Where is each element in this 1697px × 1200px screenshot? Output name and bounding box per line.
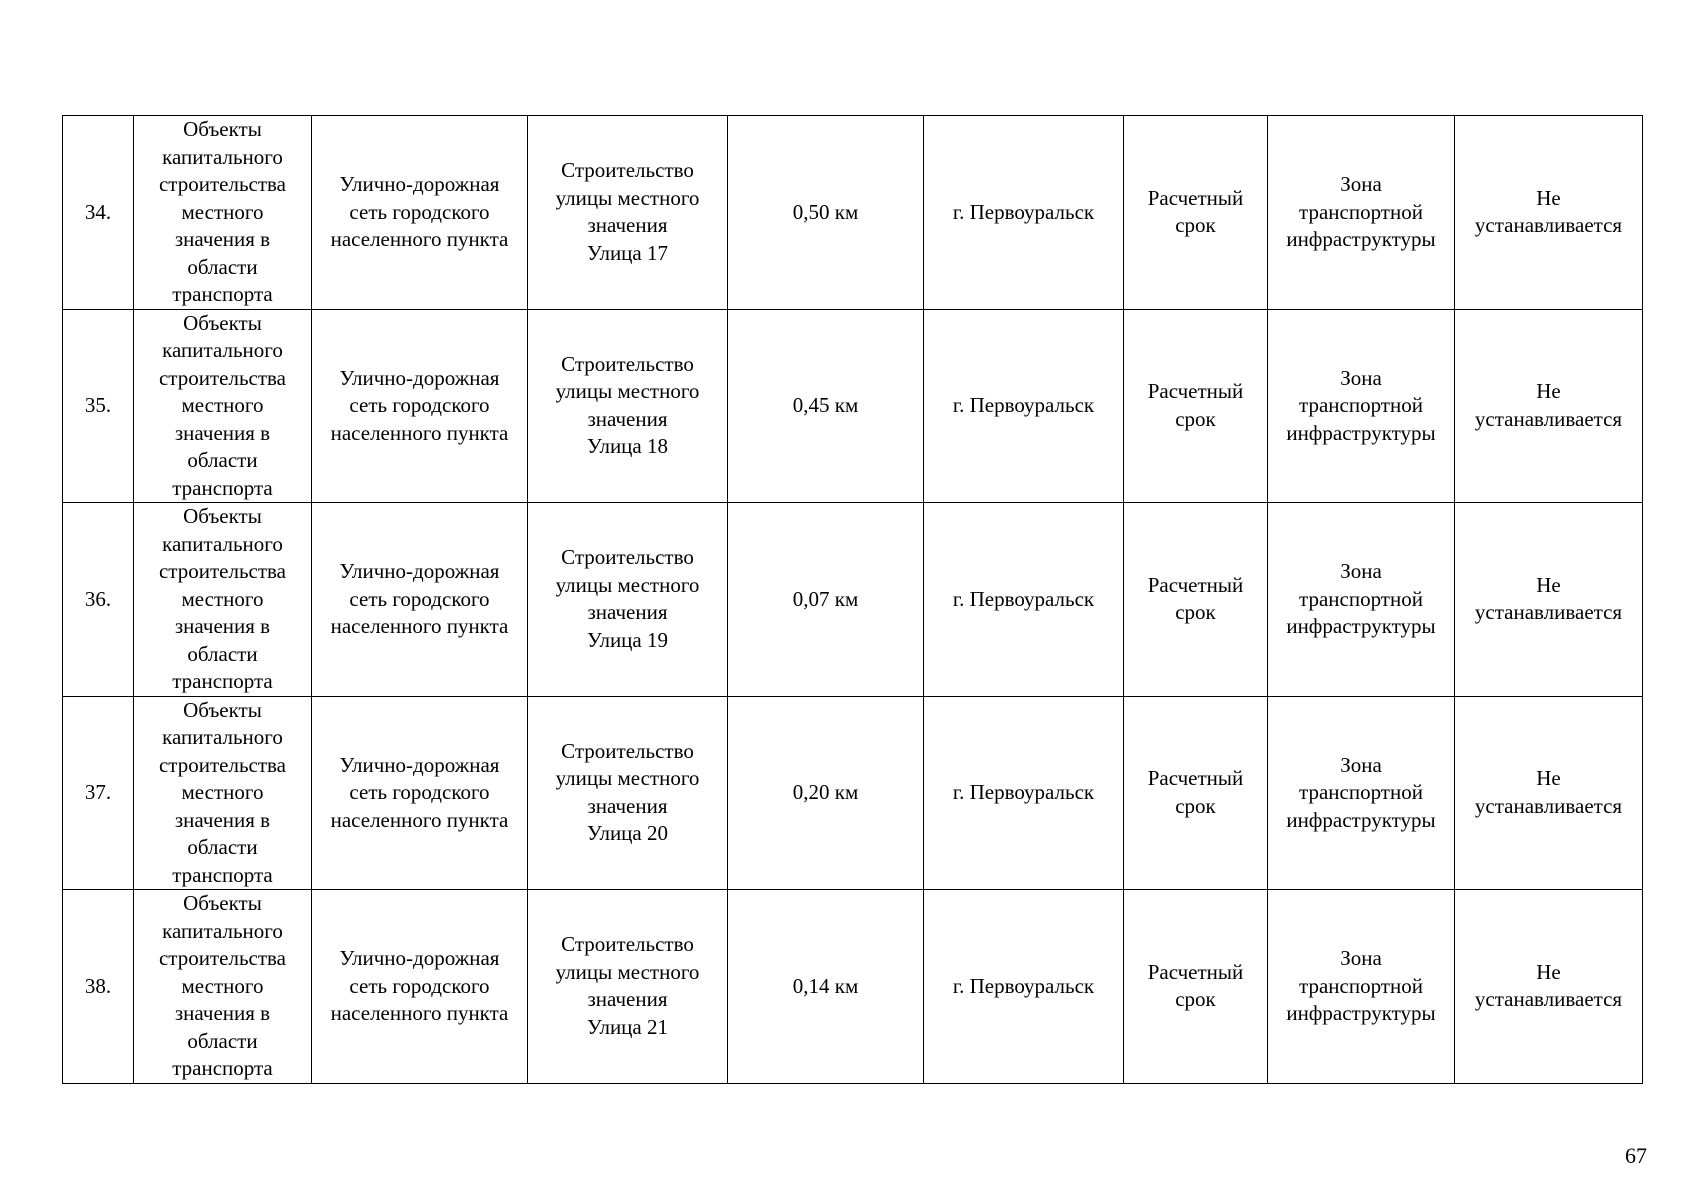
object-type-cell xyxy=(134,696,312,890)
infrastructure-objects-table xyxy=(62,115,1643,1084)
object-name-cell-text: Строительство улицы местного значения Улица 21 xyxy=(555,932,700,1039)
length-cell xyxy=(728,503,924,697)
object-name-cell-text: Строительство улицы местного значения Улица 20 xyxy=(555,738,700,846)
purpose-cell xyxy=(312,503,528,697)
object-name-cell xyxy=(528,890,728,1084)
purpose-cell xyxy=(312,309,528,503)
term-cell-text: Расчетный срок xyxy=(1147,185,1244,238)
object-name-cell-text: Строительство улицы местного значения Улица 19 xyxy=(555,545,700,652)
table-row xyxy=(63,503,1643,697)
zone-cell-text: Зона транспортной инфраструктуры xyxy=(1286,946,1436,1025)
location-cell xyxy=(924,116,1124,310)
object-type-cell-text: Объекты капитального строительства местного значения в области транспорта xyxy=(158,117,286,306)
object-name-cell xyxy=(528,116,728,310)
object-name-cell-text: Строительство улицы местного значения Улица 18 xyxy=(555,351,700,459)
zone-cell xyxy=(1268,890,1455,1084)
location-cell xyxy=(924,309,1124,503)
row-number-cell-text: 36. xyxy=(84,586,112,611)
term-cell xyxy=(1124,116,1268,310)
object-type-cell xyxy=(134,503,312,697)
protection-zone-cell-text: Не устанавливается xyxy=(1474,379,1623,431)
term-cell-text: Расчетный срок xyxy=(1147,959,1244,1012)
row-number-cell xyxy=(63,890,134,1084)
location-cell-text: г. Первоуральск xyxy=(952,973,1095,998)
term-cell xyxy=(1124,890,1268,1084)
row-number-cell xyxy=(63,503,134,697)
protection-zone-cell xyxy=(1455,116,1643,310)
object-type-cell-text: Объекты капитального строительства местного значения в области транспорта xyxy=(158,891,286,1080)
term-cell xyxy=(1124,503,1268,697)
purpose-cell-text: Улично-дорожная сеть городского населенного пункта xyxy=(330,365,509,445)
length-cell-text: 0,14 км xyxy=(792,973,859,998)
location-cell-text: г. Первоуральск xyxy=(952,586,1095,611)
protection-zone-cell-text: Не устанавливается xyxy=(1474,572,1623,625)
purpose-cell xyxy=(312,890,528,1084)
zone-cell xyxy=(1268,696,1455,890)
table-row xyxy=(63,696,1643,890)
row-number-cell-text: 34. xyxy=(84,199,112,224)
zone-cell-text: Зона транспортной инфраструктуры xyxy=(1286,752,1436,832)
length-cell-text: 0,07 км xyxy=(792,586,859,611)
row-number-cell xyxy=(63,696,134,890)
page-number: 67 xyxy=(1625,1143,1647,1168)
row-number-cell xyxy=(63,116,134,310)
term-cell-text: Расчетный срок xyxy=(1147,379,1244,431)
zone-cell-text: Зона транспортной инфраструктуры xyxy=(1286,172,1436,251)
object-name-cell xyxy=(528,503,728,697)
protection-zone-cell xyxy=(1455,309,1643,503)
object-name-cell xyxy=(528,696,728,890)
zone-cell xyxy=(1268,503,1455,697)
location-cell-text: г. Первоуральск xyxy=(952,199,1095,224)
zone-cell-text: Зона транспортной инфраструктуры xyxy=(1286,559,1436,638)
protection-zone-cell xyxy=(1455,696,1643,890)
purpose-cell-text: Улично-дорожная сеть городского населенного пункта xyxy=(330,172,509,251)
object-name-cell-text: Строительство улицы местного значения Улица 17 xyxy=(555,158,700,265)
protection-zone-cell-text: Не устанавливается xyxy=(1474,185,1623,238)
location-cell-text: г. Первоуральск xyxy=(952,393,1095,417)
table-body xyxy=(63,116,1643,1084)
row-number-cell xyxy=(63,309,134,503)
purpose-cell-text: Улично-дорожная сеть городского населенного пункта xyxy=(330,752,509,832)
length-cell-text: 0,45 км xyxy=(792,393,859,417)
table-row xyxy=(63,890,1643,1084)
length-cell xyxy=(728,116,924,310)
protection-zone-cell xyxy=(1455,890,1643,1084)
location-cell xyxy=(924,503,1124,697)
table-row xyxy=(63,309,1643,503)
zone-cell xyxy=(1268,116,1455,310)
row-number-cell-text: 35. xyxy=(84,393,112,417)
object-type-cell xyxy=(134,116,312,310)
location-cell xyxy=(924,890,1124,1084)
purpose-cell xyxy=(312,116,528,310)
protection-zone-cell-text: Не устанавливается xyxy=(1474,959,1623,1012)
object-type-cell-text: Объекты капитального строительства местного значения в области транспорта xyxy=(158,504,286,693)
protection-zone-cell xyxy=(1455,503,1643,697)
zone-cell-text: Зона транспортной инфраструктуры xyxy=(1286,365,1436,445)
term-cell xyxy=(1124,309,1268,503)
object-type-cell-text: Объекты капитального строительства местного значения в области транспорта xyxy=(158,697,286,887)
zone-cell xyxy=(1268,309,1455,503)
purpose-cell xyxy=(312,696,528,890)
location-cell-text: г. Первоуральск xyxy=(952,780,1095,804)
length-cell xyxy=(728,309,924,503)
term-cell-text: Расчетный срок xyxy=(1147,766,1244,818)
length-cell xyxy=(728,696,924,890)
row-number-cell-text: 37. xyxy=(84,780,112,804)
purpose-cell-text: Улично-дорожная сеть городского населенного пункта xyxy=(330,559,509,638)
object-type-cell xyxy=(134,890,312,1084)
object-type-cell-text: Объекты капитального строительства местного значения в области транспорта xyxy=(158,310,286,500)
row-number-cell-text: 38. xyxy=(84,973,112,998)
term-cell xyxy=(1124,696,1268,890)
length-cell-text: 0,50 км xyxy=(792,199,859,224)
length-cell-text: 0,20 км xyxy=(792,780,859,804)
object-name-cell xyxy=(528,309,728,503)
protection-zone-cell-text: Не устанавливается xyxy=(1474,766,1623,818)
object-type-cell xyxy=(134,309,312,503)
length-cell xyxy=(728,890,924,1084)
table-row xyxy=(63,116,1643,310)
purpose-cell-text: Улично-дорожная сеть городского населенного пункта xyxy=(330,946,509,1025)
location-cell xyxy=(924,696,1124,890)
term-cell-text: Расчетный срок xyxy=(1147,572,1244,625)
